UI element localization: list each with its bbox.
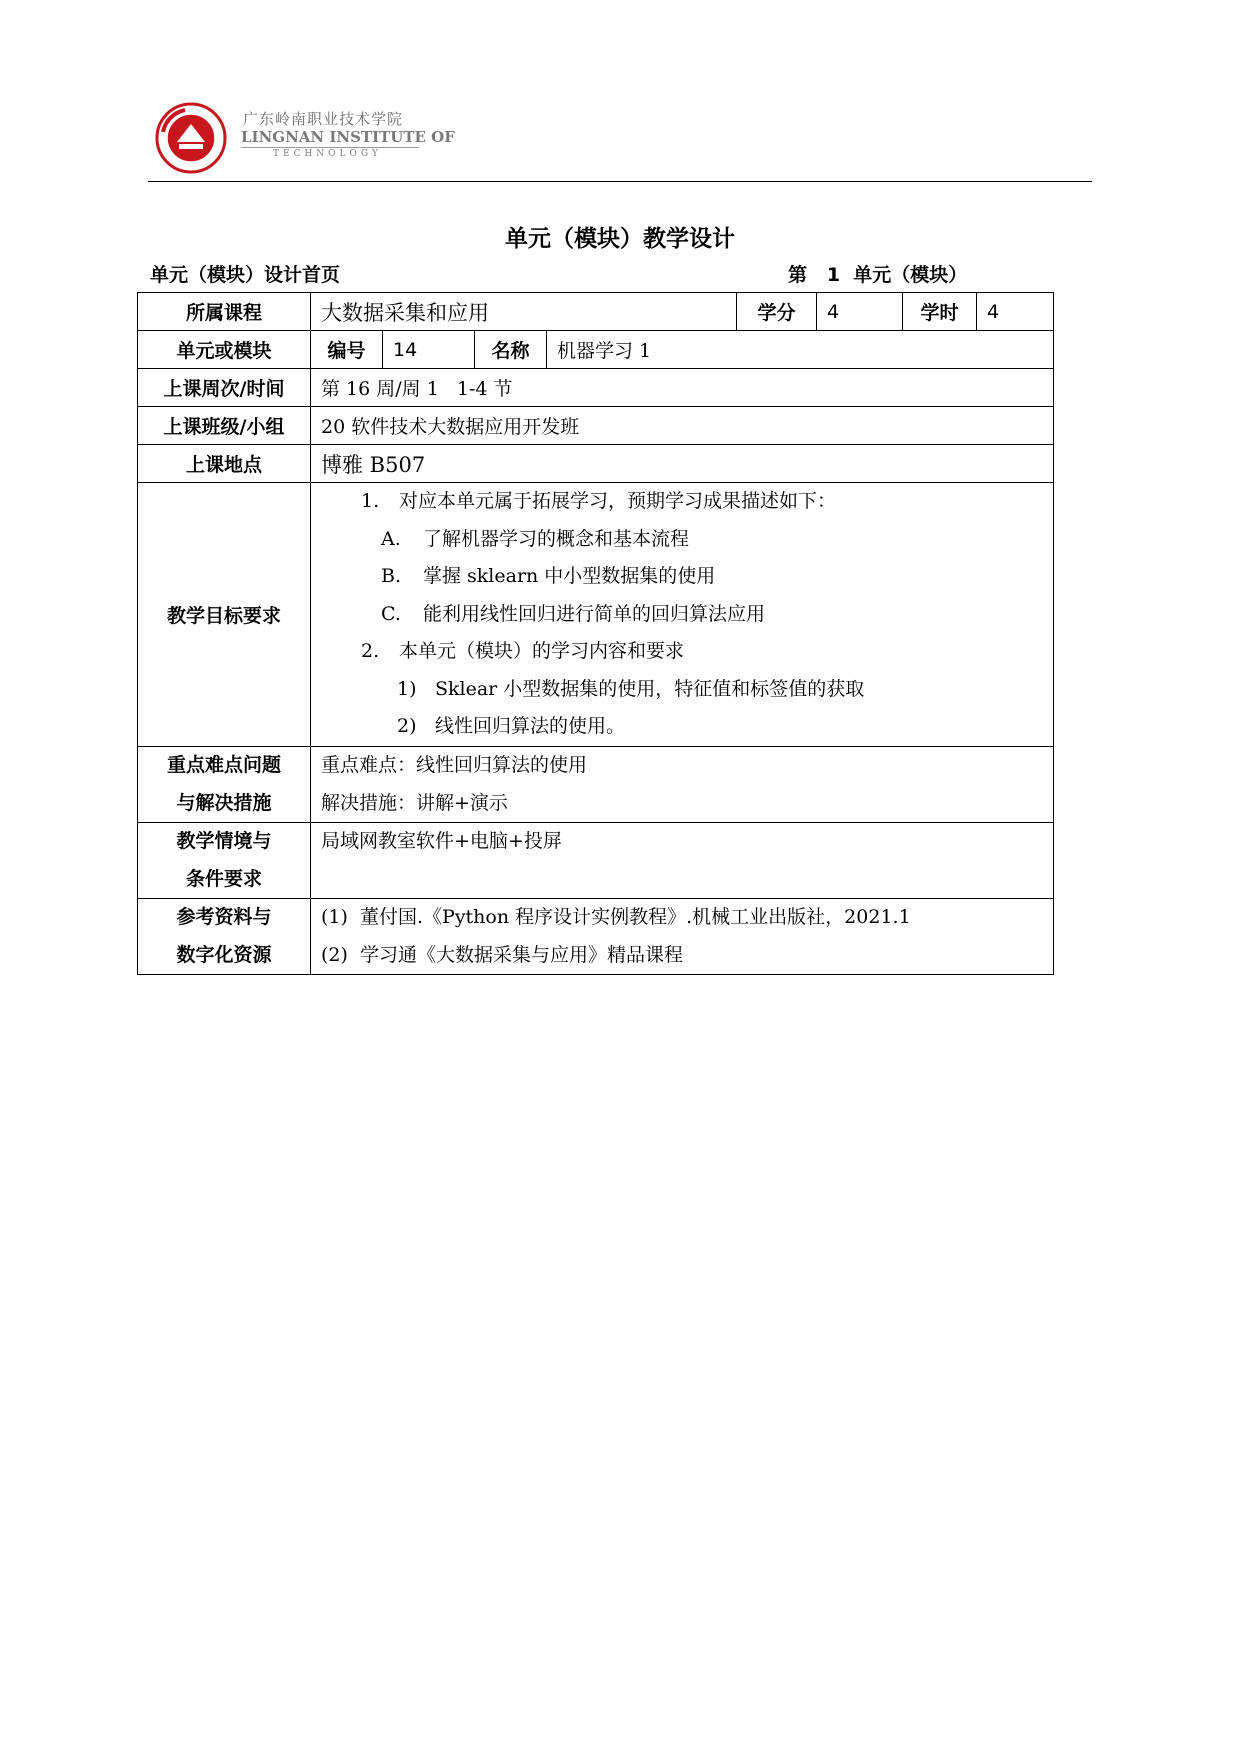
class-value: 20 软件技术大数据应用开发班 <box>311 407 1054 445</box>
credit-value: 4 <box>817 293 903 331</box>
schedule-label: 上课周次/时间 <box>138 369 311 407</box>
table-row-class <box>138 407 1054 445</box>
hours-value: 4 <box>977 293 1054 331</box>
difficulty-line-2: 解决措施：讲解+演示 <box>321 791 508 814</box>
schedule-value: 第 16 周/周 1 1-4 节 <box>311 369 1054 407</box>
references-label: 参考资料与 数字化资源 <box>138 899 311 975</box>
table-row-difficulty <box>138 747 1054 823</box>
number-label: 编号 <box>311 331 383 369</box>
design-table <box>137 292 1054 975</box>
table-row-unit <box>138 331 1054 369</box>
document-subtitle-left: 单元（模块）设计首页 <box>150 264 341 286</box>
table-row-course <box>138 293 1054 331</box>
context-label: 教学情境与 条件要求 <box>138 823 311 899</box>
name-value: 机器学习 1 <box>547 331 1054 369</box>
unit-label: 单元或模块 <box>138 331 311 369</box>
difficulty-content <box>311 747 1054 823</box>
document-subtitle-right: 第 1 单元（模块） <box>788 264 968 286</box>
difficulty-line-1: 重点难点：线性回归算法的使用 <box>321 754 588 776</box>
location-label: 上课地点 <box>138 445 311 483</box>
difficulty-label: 重点难点问题 与解决措施 <box>138 747 311 823</box>
institution-name-cn: 广东岭南职业技术学院 <box>243 110 404 128</box>
class-label: 上课班级/小组 <box>138 407 311 445</box>
table-row-schedule <box>138 369 1054 407</box>
credit-label: 学分 <box>737 293 817 331</box>
name-label: 名称 <box>475 331 547 369</box>
institution-name-en-2: TECHNOLOGY <box>273 149 382 159</box>
institution-logo-icon <box>155 102 227 174</box>
course-value: 大数据采集和应用 <box>311 293 737 331</box>
document-title: 单元（模块）教学设计 <box>505 226 735 252</box>
table-row-goals <box>138 483 1054 747</box>
table-row-references <box>138 899 1054 975</box>
goals-content <box>311 483 1054 747</box>
context-content <box>311 823 1054 899</box>
course-label: 所属课程 <box>138 293 311 331</box>
header-rule <box>148 181 1092 182</box>
context-value: 局域网教室软件+电脑+投屏 <box>321 830 562 852</box>
references-content <box>311 899 1054 975</box>
reference-2: (2) 学习通《大数据采集与应用》精品课程 <box>321 943 683 966</box>
goal-subitem-1: 1) Sklear 小型数据集的使用，特征值和标签值的获取 <box>397 677 865 700</box>
goal-item-a: A. 了解机器学习的概念和基本流程 <box>381 527 690 550</box>
location-value: 博雅 B507 <box>311 445 1054 483</box>
goal-item-c: C. 能利用线性回归进行简单的回归算法应用 <box>381 602 766 625</box>
goals-label: 教学目标要求 <box>138 483 311 747</box>
hours-label: 学时 <box>903 293 977 331</box>
table-row-context <box>138 823 1054 899</box>
table-row-location <box>138 445 1054 483</box>
goal-item-1: 1. 对应本单元属于拓展学习，预期学习成果描述如下： <box>361 490 837 513</box>
institution-header <box>155 102 455 172</box>
institution-name-en: LINGNAN INSTITUTE OF <box>241 128 455 146</box>
goal-item-b: B. 掌握 sklearn 中小型数据集的使用 <box>381 565 716 588</box>
goal-subitem-2: 2) 线性回归算法的使用。 <box>397 715 626 738</box>
institution-divider <box>241 147 419 148</box>
goal-item-2: 2. 本单元（模块）的学习内容和要求 <box>361 640 685 663</box>
reference-1: (1) 董付国.《Python 程序设计实例教程》.机械工业出版社，2021.1 <box>321 906 911 928</box>
number-value: 14 <box>383 331 475 369</box>
